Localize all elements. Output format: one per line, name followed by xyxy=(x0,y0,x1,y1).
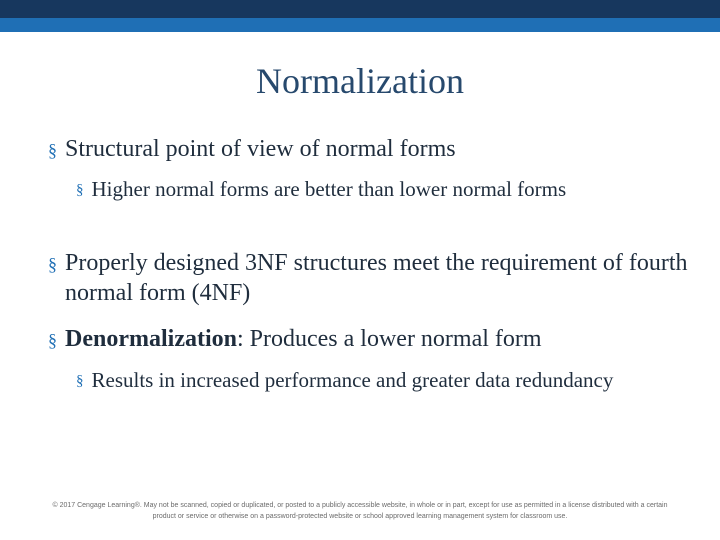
bullet-marker: § xyxy=(76,182,84,198)
bullet-marker: § xyxy=(48,330,57,350)
header-bar-dark xyxy=(0,0,720,18)
bullet-text: Structural point of view of normal forms xyxy=(65,136,456,162)
bullet-bold-term: Denormalization xyxy=(65,326,237,352)
bullet-structural-view xyxy=(48,134,688,165)
header-bar-light xyxy=(0,18,720,32)
slide-title: Normalization xyxy=(256,61,464,101)
bullet-text: Results in increased performance and greater data redundancy xyxy=(91,368,614,392)
sub-bullet-performance xyxy=(76,366,676,396)
bullet-marker: § xyxy=(48,254,57,274)
bullet-text xyxy=(65,324,688,354)
bullet-rest-text: : Produces a lower normal form xyxy=(236,326,542,352)
copyright-footer: © 2017 Cengage Learning®. May not be scanned, copied or duplicated, or posted to a publicly accessible website, in whole or in part, except for use as permitted in a license distributed with a certain product or service or otherwise on a password-protected website or school approved learning management system for classroom use. xyxy=(52,502,668,520)
bullet-denormalization xyxy=(48,324,688,355)
bullet-3nf-structures xyxy=(48,248,688,308)
bullet-marker: § xyxy=(48,140,57,160)
bullet-marker: § xyxy=(76,373,84,389)
sub-bullet-higher-forms xyxy=(76,175,676,205)
bullet-text: Properly designed 3NF structures meet the requirement of fourth normal form (4NF) xyxy=(65,250,688,306)
bullet-text: Higher normal forms are better than lower normal forms xyxy=(91,177,567,201)
